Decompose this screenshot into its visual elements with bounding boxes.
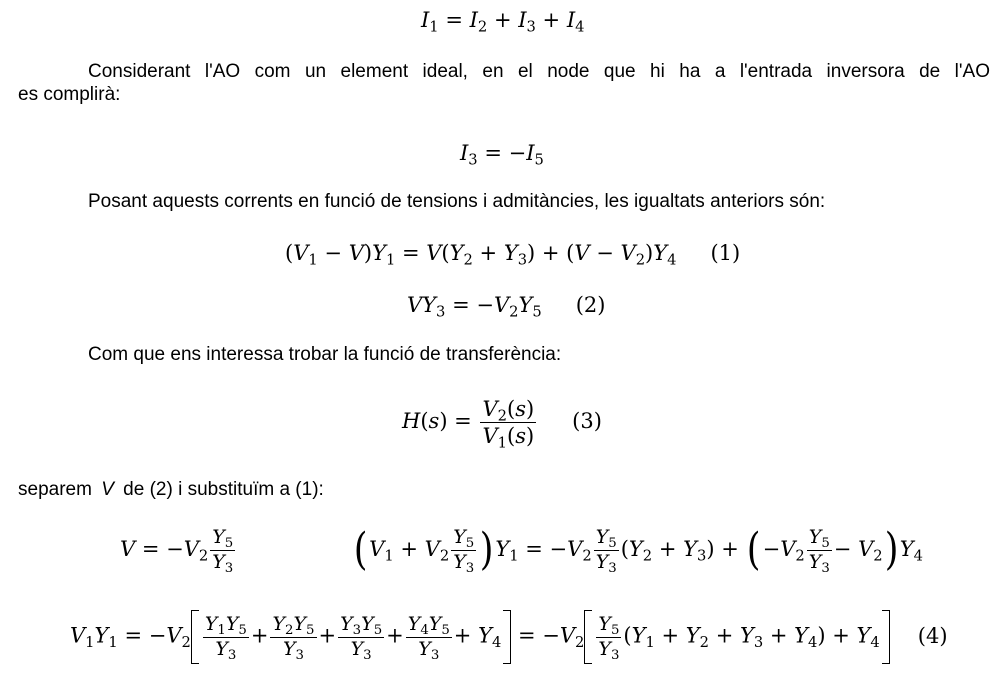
equation-currents-sum: $I_1 = I_2 + I_3 + I_4$ bbox=[421, 8, 585, 36]
equation-v-expression: $V = -V_2$ $\frac{Y_5}{Y_3}$ bbox=[120, 526, 234, 576]
equation-2: $VY_3 = -V_2Y_5$ (2) bbox=[407, 293, 606, 321]
paragraph-tensions: Posant aquests corrents en funció de tensions i admitàncies, les igualtats anteriors són: bbox=[88, 191, 826, 212]
paragraph-line: es complirà: bbox=[18, 84, 121, 105]
equation-i3-i5: $I_3 = -I_5$ bbox=[460, 141, 544, 169]
paragraph-transfer: Com que ens interessa trobar la funció de transferència: bbox=[88, 344, 562, 365]
paragraph-ideal-opamp bbox=[18, 62, 990, 104]
equation-tag: (4) bbox=[917, 623, 948, 648]
equation-3: H(s) = $\frac{V_2(s)}{V_1(s)}$ (3) bbox=[402, 397, 602, 452]
equation-4: $V_1Y_1 = -V_2$ $\frac{Y_1Y_5}{Y_3}$ + $\frac{Y_2Y_5}{Y_3}$ + $\frac{Y_3Y_5}{Y_3}$ + $\frac{Y_4Y_5}{Y_3}$ + $Y_4 = -V_2$ $\frac{Y_5}{Y_3}$ $(Y_1 + Y_2 + Y_3 + Y_4) + Y_4$ (4) bbox=[70, 610, 948, 664]
equation-tag: (3) bbox=[572, 409, 602, 434]
equation-tag: (1) bbox=[710, 241, 741, 265]
paragraph-line: Considerant l'AO com un element ideal, en el node que hi ha a l'entrada inversora de l'AO bbox=[88, 61, 990, 82]
equation-substituted: ($V_1 + V_2$ $\frac{Y_5}{Y_3}$ )$Y_1 = -V_2$ $\frac{Y_5}{Y_3}$ $(Y_2 + Y_3) + (-V_2$ $\frac{Y_5}{Y_3}$ − $V_2)Y_4$ bbox=[353, 524, 924, 576]
equation-1: $(V_1 - V)Y_1 = V(Y_2 + Y_3) + (V - V_2)Y_4$ (1) bbox=[285, 241, 741, 269]
variable-v: V bbox=[101, 479, 114, 500]
paragraph-substitute bbox=[18, 480, 324, 499]
paragraph-text: de (2) i substituïm a (1): bbox=[123, 479, 324, 500]
paragraph-text: separem bbox=[18, 479, 92, 500]
equation-tag: (2) bbox=[575, 293, 606, 317]
